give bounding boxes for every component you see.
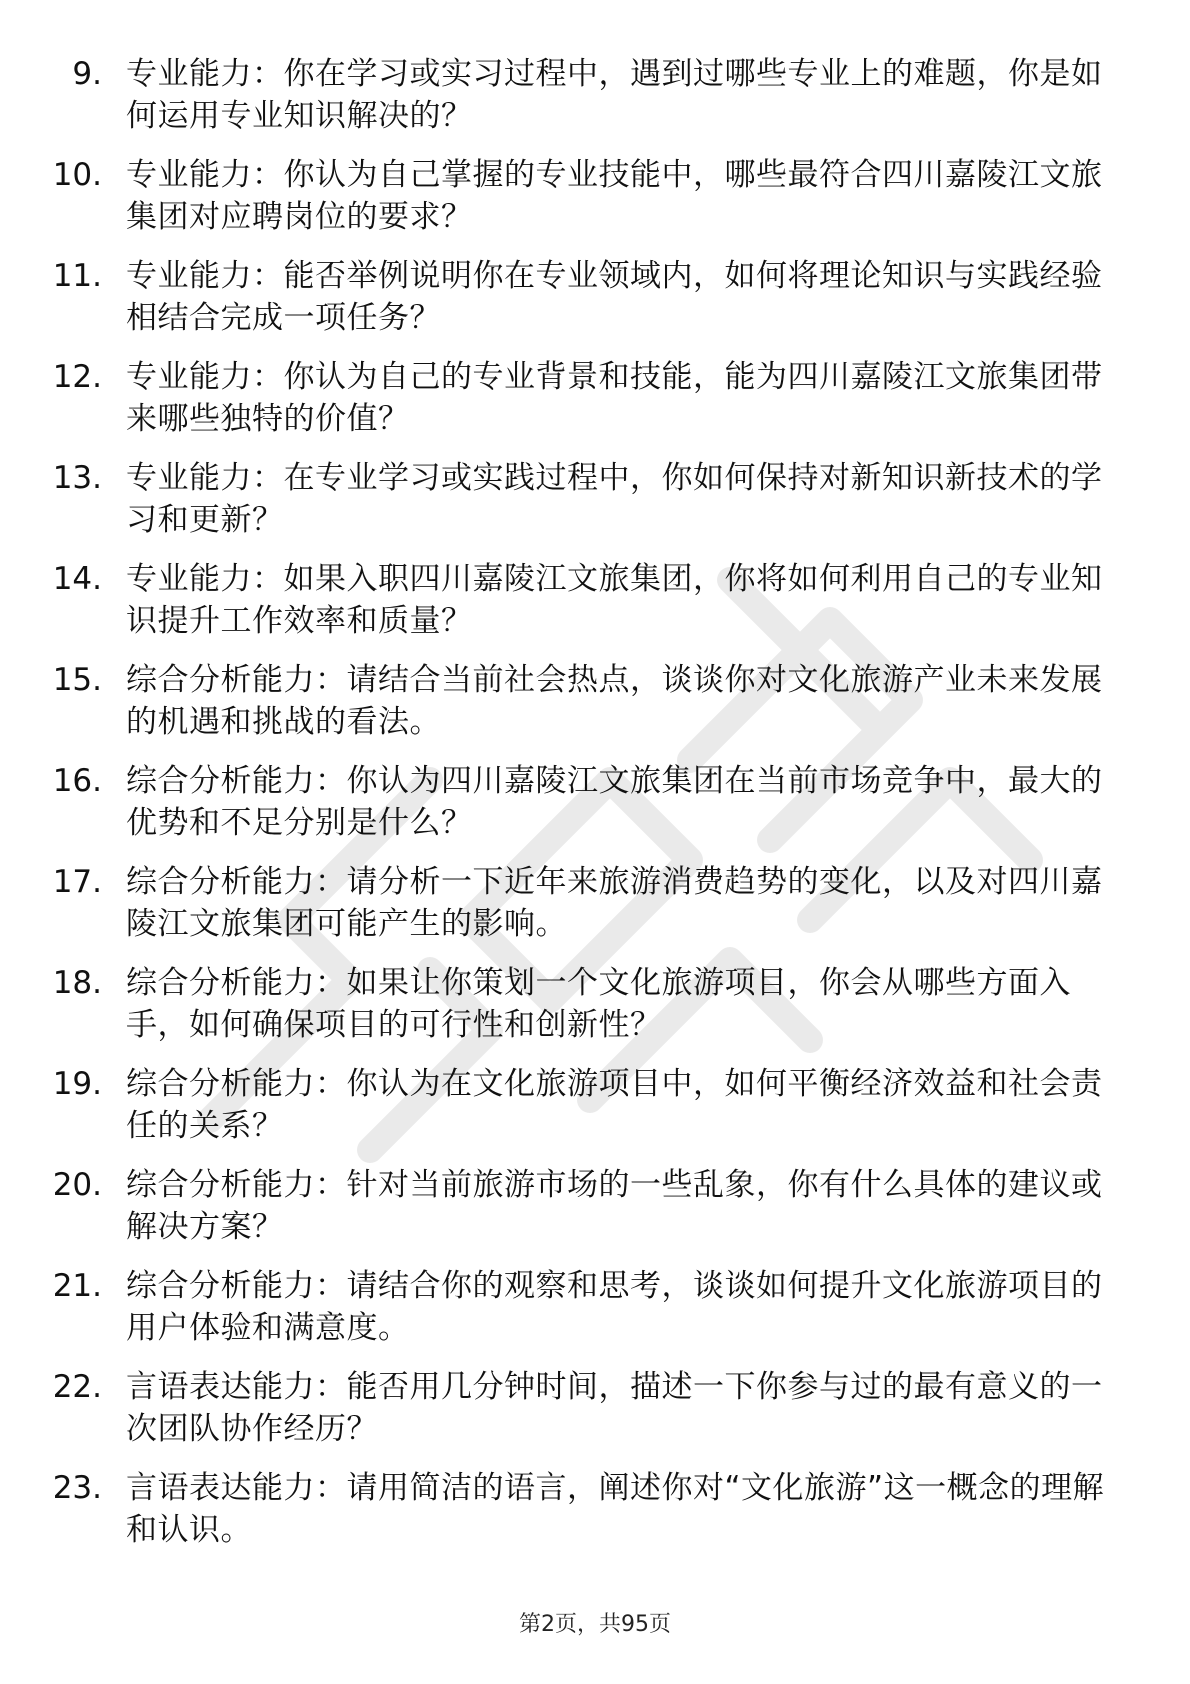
question-item: [0, 356, 1190, 457]
question-item: [0, 962, 1190, 1063]
question-number: 23.: [52, 1470, 102, 1506]
question-item: [0, 457, 1190, 558]
question-text: 专业能力：在专业学习或实践过程中，你如何保持对新知识新技术的学习和更新？: [126, 460, 1103, 538]
question-item: [0, 659, 1190, 760]
question-text: 综合分析能力：你认为在文化旅游项目中，如何平衡经济效益和社会责任的关系？: [126, 1066, 1103, 1144]
question-item: [0, 53, 1190, 154]
question-number: 15.: [52, 662, 102, 698]
question-number: 16.: [52, 763, 102, 799]
question-item: [0, 558, 1190, 659]
question-number: 14.: [52, 561, 102, 597]
question-item: [0, 760, 1190, 861]
question-text: 综合分析能力：请分析一下近年来旅游消费趋势的变化，以及对四川嘉陵江文旅集团可能产生的影响。: [126, 864, 1103, 942]
question-item: [0, 1164, 1190, 1265]
question-text: 专业能力：如果入职四川嘉陵江文旅集团，你将如何利用自己的专业知识提升工作效率和质量？: [126, 561, 1103, 639]
question-item: [0, 1063, 1190, 1164]
question-item: [0, 1265, 1190, 1366]
question-number: 13.: [52, 460, 102, 496]
question-number: 11.: [52, 258, 102, 294]
question-number: 17.: [52, 864, 102, 900]
question-text: 综合分析能力：你认为四川嘉陵江文旅集团在当前市场竞争中，最大的优势和不足分别是什么？: [126, 763, 1103, 841]
question-text: 专业能力：你认为自己的专业背景和技能，能为四川嘉陵江文旅集团带来哪些独特的价值？: [126, 359, 1103, 437]
question-text: 言语表达能力：请用简洁的语言，阐述你对“文化旅游”这一概念的理解和认识。: [126, 1470, 1105, 1548]
question-number: 18.: [52, 965, 102, 1001]
question-number: 19.: [52, 1066, 102, 1102]
question-number: 20.: [52, 1167, 102, 1203]
question-text: 言语表达能力：能否用几分钟时间，描述一下你参与过的最有意义的一次团队协作经历？: [126, 1369, 1103, 1447]
question-text: 综合分析能力：针对当前旅游市场的一些乱象，你有什么具体的建议或解决方案？: [126, 1167, 1103, 1245]
question-text: 综合分析能力：请结合你的观察和思考，谈谈如何提升文化旅游项目的用户体验和满意度。: [126, 1268, 1103, 1346]
question-list: [0, 53, 1190, 1568]
question-text: 专业能力：能否举例说明你在专业领域内，如何将理论知识与实践经验相结合完成一项任务？: [126, 258, 1103, 336]
page-number-footer: 第2页，共95页: [519, 1612, 671, 1637]
question-text: 专业能力：你在学习或实习过程中，遇到过哪些专业上的难题，你是如何运用专业知识解决的？: [126, 56, 1103, 134]
question-number: 10.: [52, 157, 102, 193]
question-text: 专业能力：你认为自己掌握的专业技能中，哪些最符合四川嘉陵江文旅集团对应聘岗位的要求？: [126, 157, 1103, 235]
question-item: [0, 1366, 1190, 1467]
question-text: 综合分析能力：请结合当前社会热点，谈谈你对文化旅游产业未来发展的机遇和挑战的看法。: [126, 662, 1103, 740]
question-item: [0, 861, 1190, 962]
question-number: 9.: [72, 56, 102, 92]
question-item: [0, 1467, 1190, 1568]
question-item: [0, 255, 1190, 356]
question-item: [0, 154, 1190, 255]
question-number: 12.: [52, 359, 102, 395]
question-number: 21.: [52, 1268, 102, 1304]
question-number: 22.: [52, 1369, 102, 1405]
question-text: 综合分析能力：如果让你策划一个文化旅游项目，你会从哪些方面入手，如何确保项目的可行性和创新性？: [126, 965, 1071, 1043]
